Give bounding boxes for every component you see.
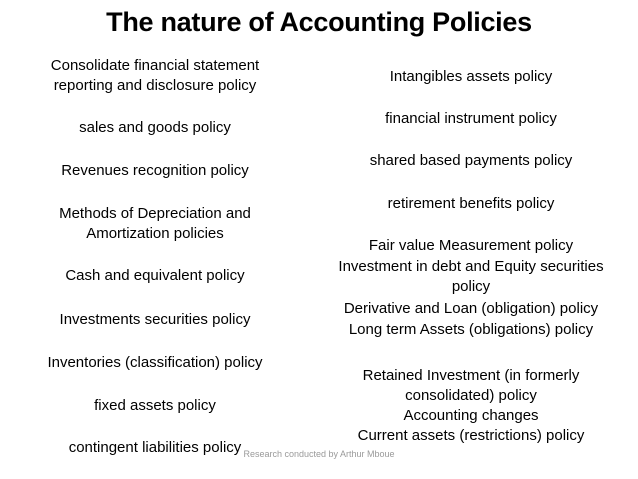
policy-line: Fair value Measurement policy [368, 237, 574, 254]
policy-line: Intangibles assets policy [389, 68, 553, 85]
policy-item [30, 310, 280, 330]
policy-line: Retained Investment (in formerly [362, 367, 580, 384]
policy-item [30, 266, 280, 286]
policy-item [30, 396, 280, 416]
policy-line: contingent liabilities policy [68, 439, 242, 456]
policy-line: consolidated) policy [405, 387, 537, 404]
policy-line: Cash and equivalent policy [65, 267, 245, 284]
policy-line: Consolidate financial statement [50, 57, 260, 74]
policy-item [318, 257, 624, 297]
policy-item [30, 353, 280, 373]
policy-item [318, 194, 624, 214]
policy-item [30, 161, 280, 181]
policy-line: Methods of Depreciation and [59, 205, 251, 222]
policy-line: Investment in debt and Equity securities [338, 258, 604, 275]
policy-line: Revenues recognition policy [61, 162, 249, 179]
footer-credit: Research conducted by Arthur Mboue [243, 449, 395, 459]
policy-item [318, 236, 624, 256]
policy-item [318, 151, 624, 171]
policy-item [30, 204, 280, 244]
policy-line: Amortization policies [86, 225, 224, 242]
policy-item [318, 67, 624, 87]
policy-line: Investments securities policy [59, 311, 251, 328]
policy-line: policy [451, 278, 491, 295]
policy-item [318, 426, 624, 446]
policy-line: Long term Assets (obligations) policy [348, 321, 594, 338]
policy-item [318, 406, 624, 426]
slide-title: The nature of Accounting Policies [106, 7, 532, 37]
policy-line: Current assets (restrictions) policy [357, 427, 585, 444]
policy-line: fixed assets policy [94, 397, 216, 414]
right-policy-column [318, 0, 624, 479]
policy-item [30, 118, 280, 138]
policy-item [318, 299, 624, 319]
policy-item [318, 320, 624, 340]
left-policy-column [30, 0, 280, 479]
policy-item [30, 56, 280, 96]
policy-line: shared based payments policy [369, 152, 573, 169]
policy-line: Accounting changes [403, 407, 539, 424]
policy-line: sales and goods policy [79, 119, 231, 136]
policy-item [318, 366, 624, 406]
policy-line: financial instrument policy [385, 110, 557, 127]
policy-line: reporting and disclosure policy [53, 77, 257, 94]
policy-line: Inventories (classification) policy [47, 354, 263, 371]
policy-item [318, 109, 624, 129]
policy-line: Derivative and Loan (obligation) policy [343, 300, 599, 317]
policy-line: retirement benefits policy [387, 195, 555, 212]
